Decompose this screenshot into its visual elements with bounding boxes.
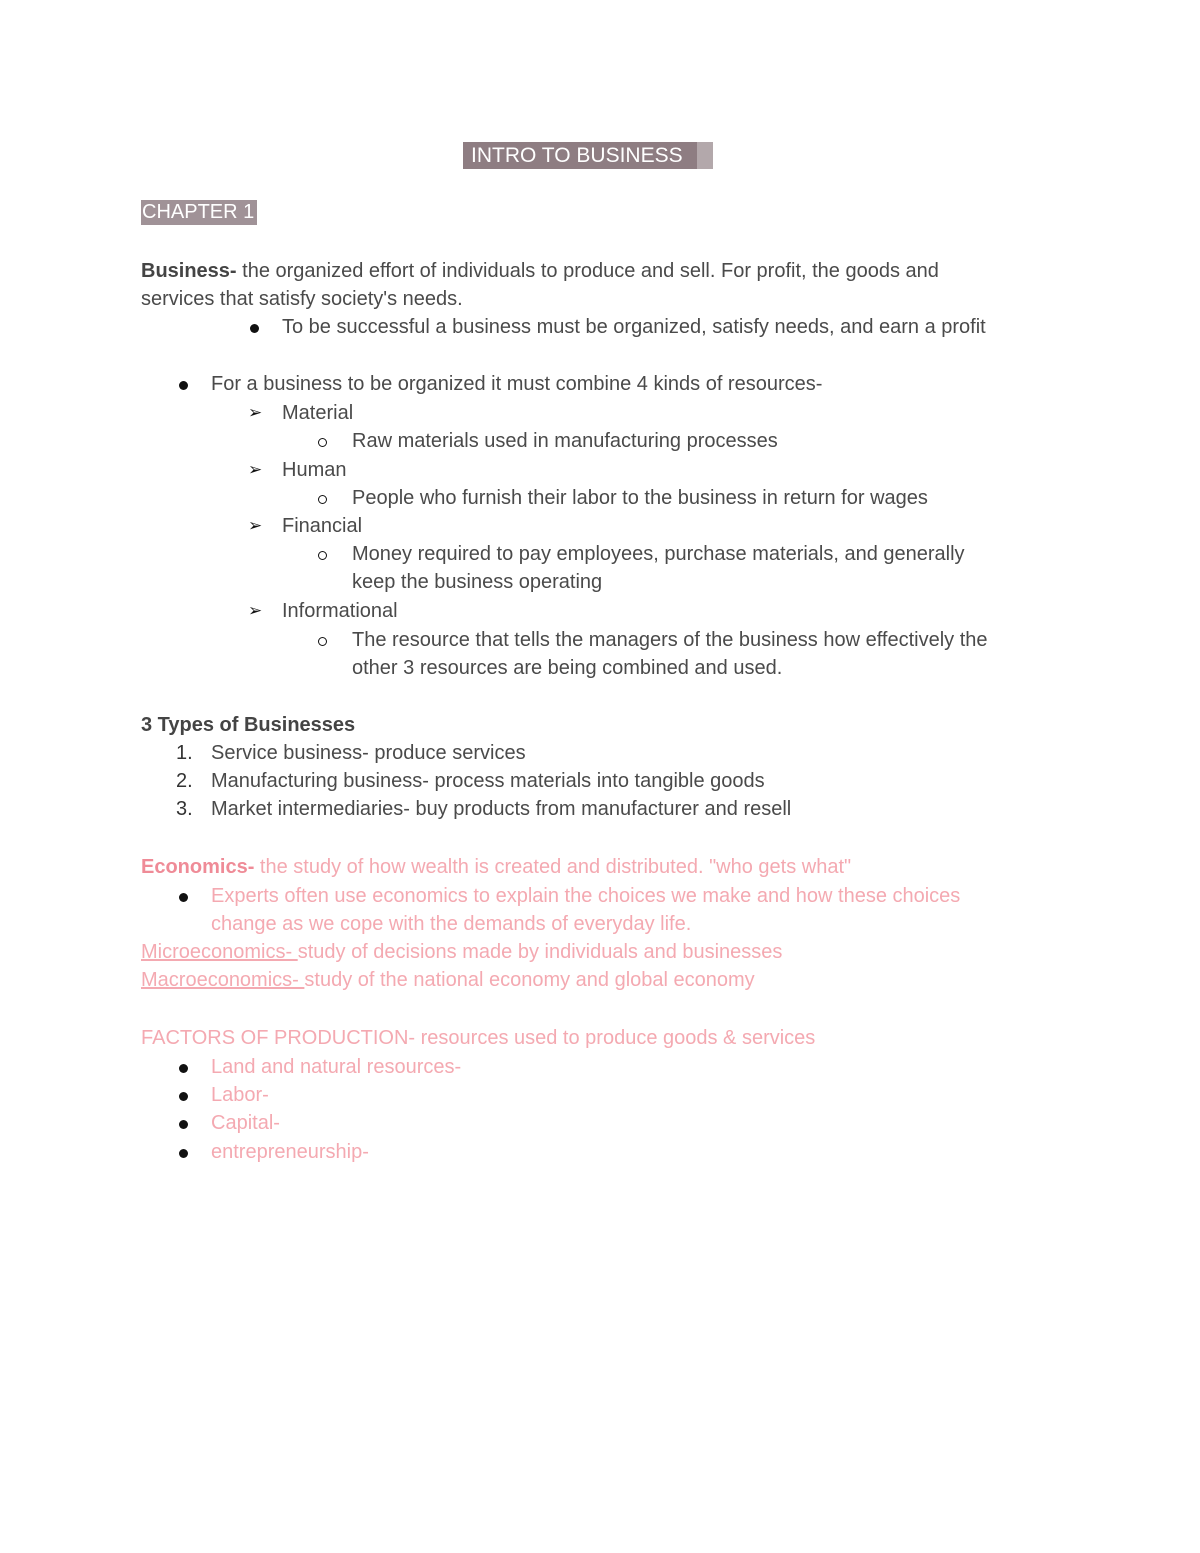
success-note: To be successful a business must be organized, satisfy needs, and earn a profit [282,316,986,338]
resource-material: Material [282,402,354,424]
resource-informational: Informational [282,600,398,622]
type-item: Service business- produce services [211,742,526,764]
economics-term: Economics- [141,856,255,878]
bullet-icon [179,1092,188,1101]
arrow-bullet-icon: ➢ [248,460,263,479]
macroeconomics [141,966,755,994]
list-number: 1. [176,742,193,764]
arrow-bullet-icon: ➢ [248,403,263,422]
bullet-icon [179,381,188,390]
types-heading-text: 3 Types of Businesses [141,714,356,736]
list-number: 2. [176,770,193,792]
factor-item: Capital- [211,1112,280,1134]
page-title-text: INTRO TO BUSINESS [463,142,697,169]
resource-human-desc: People who furnish their labor to the business in return for wages [352,487,928,509]
resource-financial: Financial [282,515,363,537]
list-number: 3. [176,798,193,820]
factors-heading: FACTORS OF PRODUCTION- resources used to produce goods & services [141,1027,816,1049]
arrow-bullet-icon: ➢ [248,601,263,620]
bullet-icon [179,893,188,902]
business-definition-text: the organized effort of individuals to produce and sell. For profit, the goods and [236,260,939,282]
resource-material-desc: Raw materials used in manufacturing processes [352,430,778,452]
resource-informational-desc: The resource that tells the managers of the business how effectively the [352,629,988,651]
economics-definition [141,853,851,881]
business-definition [141,257,939,285]
factor-item: Labor- [211,1084,269,1106]
economics-definition-text: the study of how wealth is created and distributed. "who gets what" [254,856,852,878]
microeconomics-term: Microeconomics- [141,941,298,963]
bullet-icon [179,1120,188,1129]
macroeconomics-def: study of the national economy and global economy [304,969,755,991]
chapter-heading: CHAPTER 1 [141,200,257,225]
economics-note-cont: change as we cope with the demands of everyday life. [211,913,692,935]
bullet-icon [250,324,259,333]
types-heading [141,711,355,739]
business-term: Business- [141,260,237,282]
page-title [463,142,697,169]
microeconomics-def: study of decisions made by individuals and businesses [297,941,783,963]
factor-item: entrepreneurship- [211,1141,369,1163]
business-definition-cont: services that satisfy society's needs. [141,288,463,310]
resources-intro: For a business to be organized it must combine 4 kinds of resources- [211,373,823,395]
type-item: Market intermediaries- buy products from manufacturer and resell [211,798,792,820]
resource-financial-desc: Money required to pay employees, purchase materials, and generally [352,543,965,565]
resource-human: Human [282,459,347,481]
microeconomics [141,938,782,966]
resource-informational-desc-cont: other 3 resources are being combined and used. [352,657,783,679]
circle-bullet-icon [318,495,327,504]
type-item: Manufacturing business- process materials into tangible goods [211,770,765,792]
arrow-bullet-icon: ➢ [248,516,263,535]
bullet-icon [179,1064,188,1073]
factor-item: Land and natural resources- [211,1056,462,1078]
circle-bullet-icon [318,637,327,646]
economics-note: Experts often use economics to explain the choices we make and how these choices [211,885,961,907]
circle-bullet-icon [318,551,327,560]
resource-financial-desc-cont: keep the business operating [352,571,603,593]
bullet-icon [179,1149,188,1158]
macroeconomics-term: Macroeconomics- [141,969,305,991]
circle-bullet-icon [318,438,327,447]
